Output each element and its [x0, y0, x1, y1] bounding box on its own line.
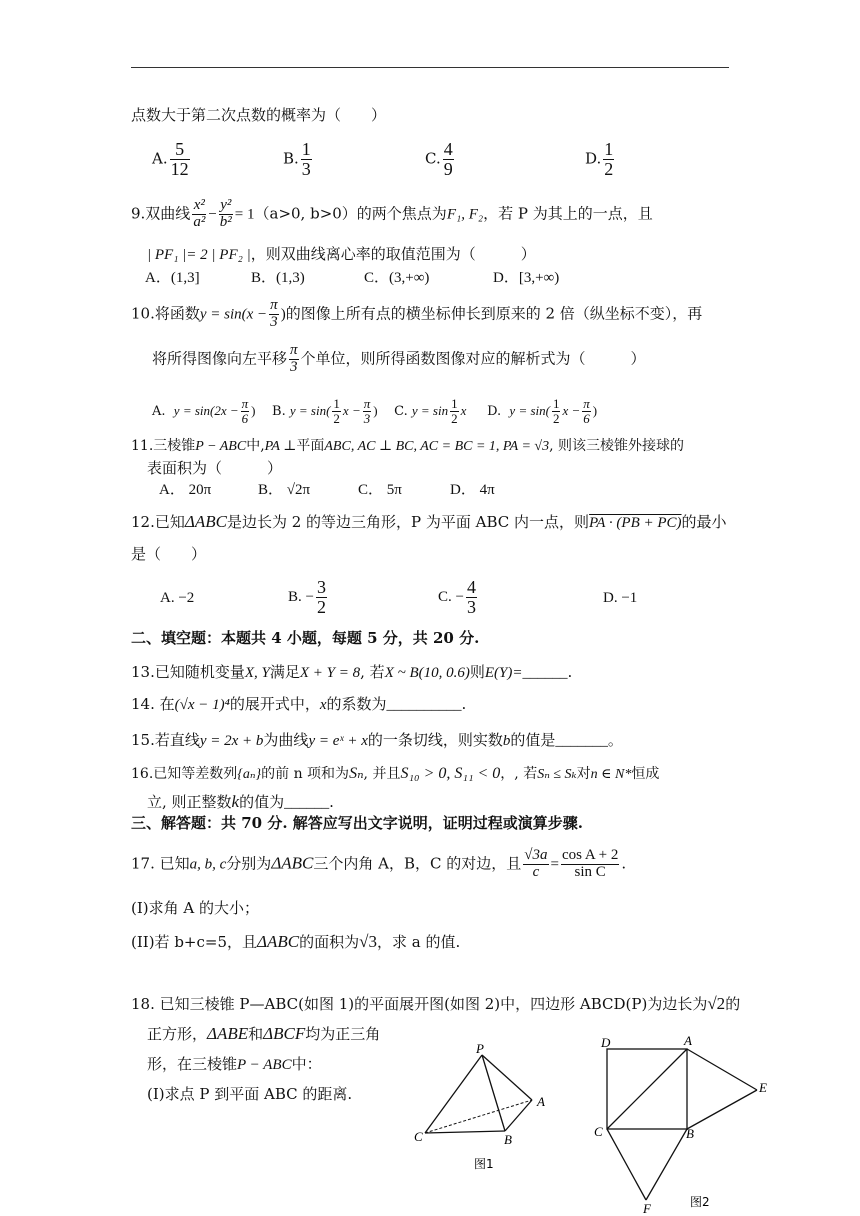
fig2-label-b: B	[686, 1126, 694, 1141]
q16-line1: 16.已知等差数列{aₙ}的前 n 项和为Sₙ, 并且S₁₀ > 0, S₁₁ < 0，, 若Sₙ ≤ Sₖ对n ∈ N*恒成	[131, 765, 660, 782]
q17-part1: (I)求角 A 的大小；	[131, 899, 259, 917]
q12-option-a: A. −2	[160, 590, 195, 606]
fig1-label-a: A	[537, 1094, 545, 1109]
fig1-edge-pa	[482, 1055, 532, 1100]
q9-option-a: A．(1,3]	[145, 270, 200, 286]
q10-line1: 10.将函数y = sin(x − $\frac{\pi}{3}$ )的图像上所有点的横坐标伸长到原来的 2 倍（纵坐标不变），再	[131, 297, 703, 330]
header-rule	[131, 67, 729, 68]
fig2-label-c: C	[594, 1124, 603, 1139]
q18-line3: 形，在三棱锥P − ABC中：	[147, 1055, 322, 1073]
q14: 14. 在(√x − 1)⁴的展开式中，x的系数为__________.	[131, 695, 467, 713]
q9-option-d: D．[3,+∞)	[493, 270, 560, 286]
fig2-label-a: A	[684, 1033, 692, 1048]
fig2-label-d: D	[601, 1035, 611, 1050]
fig2-caption: 图2	[690, 1195, 710, 1209]
section-fill-in-heading: 二、填空题：本题共 4 小题，每题 5 分，共 20 分.	[131, 629, 480, 647]
fig1-label-c: C	[414, 1129, 423, 1144]
q8-option-b: B. $\frac{1}{3}$	[283, 139, 311, 179]
fig1-label-p: P	[476, 1041, 484, 1056]
q8-option-d: D. $\frac{1}{2}$	[585, 139, 614, 179]
q15: 15.若直线y = 2x + b为曲线y = eˣ + x的一条切线，则实数b的值是_______。	[131, 731, 623, 749]
q18-part1: (I)求点 P 到平面 ABC 的距离.	[147, 1085, 353, 1103]
fig2-edge-ae	[687, 1049, 757, 1090]
fig1-label-b: B	[504, 1132, 512, 1147]
q11-line2: 表面积为（ ）	[147, 459, 283, 477]
q12-option-c: C. − $\frac{4}{3}$	[438, 577, 476, 617]
q12-option-b: B. − $\frac{3}{2}$	[288, 577, 326, 617]
q9-line2: | PF₁ |= 2 | PF₂ |，则双曲线离心率的取值范围为（ ）	[147, 245, 536, 263]
q17-stem: 17. 已知a, b, c分别为ΔABC三个内角 A，B，C 的对边，且 $\frac{√3a}{c}$ = $\frac{\text{cos A + 2}}{\text{sin C}}$ .	[131, 847, 627, 880]
q17-part2: (II)若 b+c=5，且ΔABC的面积为√3，求 a 的值.	[131, 932, 461, 951]
fig2-edge-bf	[646, 1129, 687, 1200]
figure-1-tetrahedron	[410, 1040, 570, 1180]
q10-option-d: D. y = sin( $\frac{1}{2}$ x − $\frac{\pi}{6}$ )	[487, 396, 598, 426]
q12-line2: 是（ ）	[131, 545, 207, 563]
q11-option-a: A． 20π	[159, 482, 212, 498]
q8-stem: 点数大于第二次点数的概率为（ ）	[131, 106, 387, 124]
q11-line1: 11.三棱锥P − ABC中,PA ⊥平面ABC, AC ⊥ BC, AC = BC = 1, PA = √3, 则该三棱锥外接球的	[131, 438, 685, 454]
figure-2-net	[590, 1030, 780, 1216]
fig2-diagonal-ca	[607, 1049, 687, 1129]
q9-line1: 9.双曲线 $\frac{\text{x²}}{\text{a²}}$ − $\frac{\text{y²}}{\text{b²}}$ = 1（a>0, b>0）的两个焦点为F₁, F₂，若 P 为其上的一点，且	[131, 197, 653, 230]
fig2-label-e: E	[759, 1080, 767, 1095]
q18-line2: 正方形，ΔABE和ΔBCF均为正三角	[147, 1024, 381, 1043]
q13: 13.已知随机变量X, Y满足X + Y = 8, 若X ~ B(10, 0.6)则E(Y)=______.	[131, 663, 573, 681]
q10-option-c: C. y = sin $\frac{1}{2}$ x	[394, 396, 467, 426]
q16-line2: 立, 则正整数k的值为______.	[147, 792, 334, 811]
q11-option-b: B． √2π	[258, 482, 311, 498]
fig1-edge-pb	[482, 1055, 505, 1131]
q10-options	[152, 397, 597, 425]
fig1-caption: 图1	[474, 1157, 494, 1171]
q9-option-b: B．(1,3)	[251, 270, 305, 286]
q10-option-b: B. y = sin( $\frac{1}{2}$ x − $\frac{\pi}{3}$ )	[272, 396, 378, 426]
q10-line2: 将所得图像向左平移 $\frac{\pi}{3}$ 个单位，则所得函数图像对应的解析式为（ ）	[152, 342, 646, 375]
q8-option-a: A. $\frac{5}{12}$	[152, 139, 189, 179]
q12-line1: 12.已知ΔABC是边长为 2 的等边三角形，P 为平面 ABC 内一点，则PA · (PB + PC)的最小	[131, 512, 727, 531]
fig2-edge-be	[687, 1090, 757, 1129]
fig2-edge-cf	[607, 1129, 646, 1200]
q10-option-a: A. y = sin(2x − $\frac{\pi}{6}$ )	[152, 396, 256, 426]
q11-option-d: D． 4π	[450, 482, 495, 498]
q18-line1: 18. 已知三棱锥 P—ABC(如图 1)的平面展开图(如图 2)中，四边形 ABCD(P)为边长为√2的	[131, 994, 741, 1013]
q11-option-c: C． 5π	[358, 482, 402, 498]
fig2-label-f: F	[643, 1201, 651, 1216]
q12-option-d: D. −1	[603, 590, 638, 606]
section-answer-heading: 三、解答题：共 70 分. 解答应写出文字说明，证明过程或演算步骤.	[131, 814, 583, 832]
fig1-edge-ca-hidden	[425, 1100, 532, 1133]
q8-option-c: C. $\frac{4}{9}$	[425, 139, 453, 179]
fig1-edge-pc	[425, 1055, 482, 1133]
q9-option-c: C．(3,+∞)	[364, 270, 430, 286]
fig1-edge-cb	[425, 1131, 505, 1133]
